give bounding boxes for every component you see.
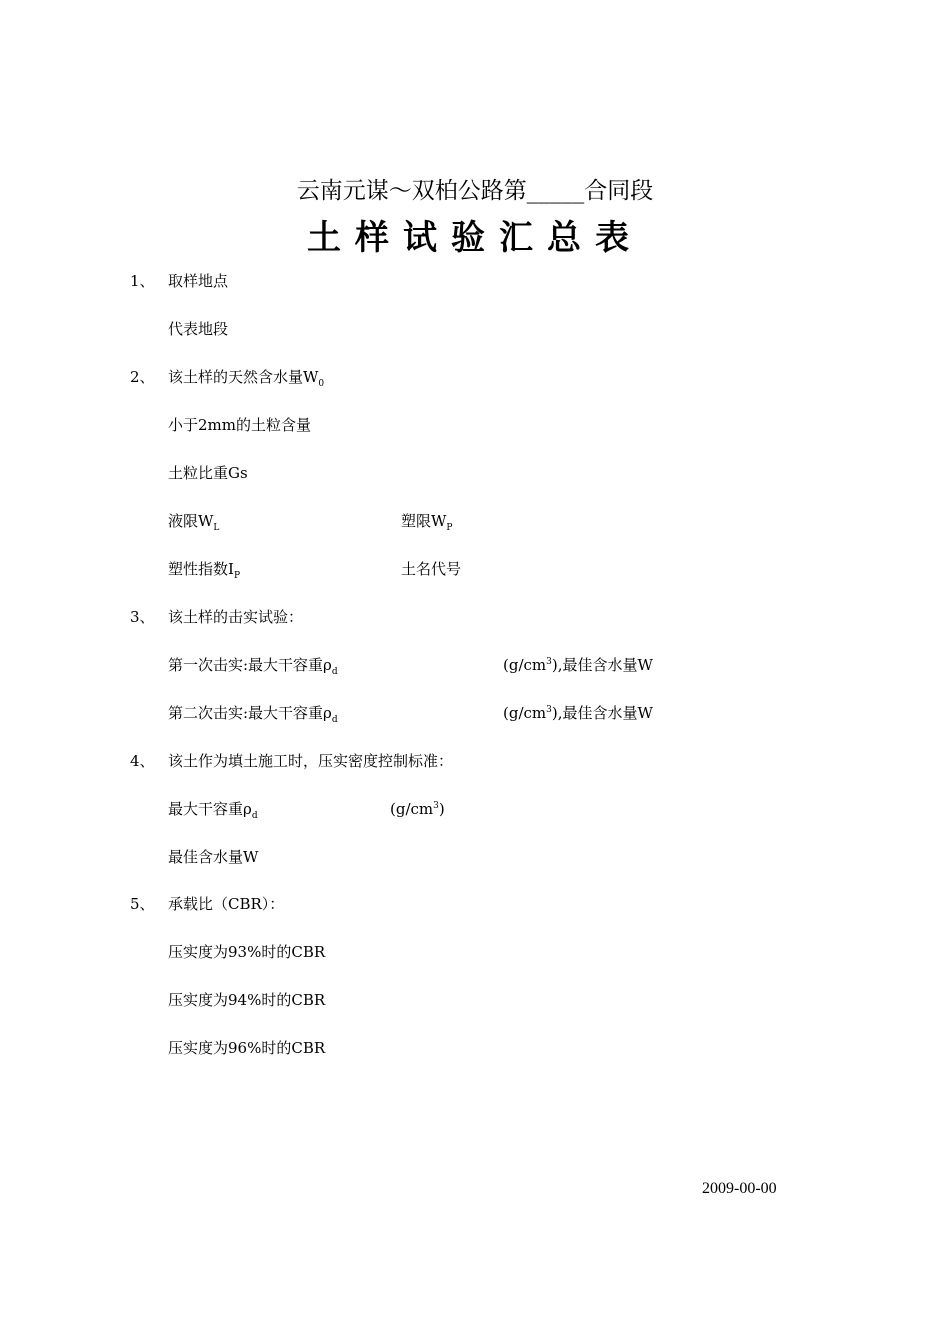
max-dry-unit-pre: (g/cm [390, 800, 434, 818]
represent-section-label: 代表地段 [168, 320, 229, 338]
specific-gravity-label: 土粒比重Gs [168, 464, 248, 482]
section-2-number: 2、 [130, 368, 155, 386]
liquid-limit-sub: L [213, 523, 220, 533]
soil-code-label: 土名代号 [401, 560, 462, 578]
plastic-limit-sub: P [446, 523, 453, 533]
cbr-96-label: 压实度为96%时的CBR [168, 1039, 326, 1057]
max-dry-unit-sup: 3 [433, 801, 439, 811]
first-compaction-sub: d [331, 667, 338, 677]
second-unit-sup: 3 [546, 705, 552, 715]
max-dry-density-unit [390, 799, 445, 819]
document-date: 2009-00-00 [702, 1180, 777, 1197]
natural-water-content-label [168, 367, 324, 387]
second-compaction-unit [503, 703, 653, 723]
first-compaction-label [168, 655, 338, 675]
cbr-93-label: 压实度为93%时的CBR [168, 943, 326, 961]
second-compaction-sub: d [331, 715, 338, 725]
fine-particle-content-label: 小于2mm的土粒含量 [168, 416, 311, 434]
second-unit-pre: (g/cm [503, 704, 547, 722]
first-compaction-unit [503, 655, 653, 675]
first-unit-post: ),最佳含水量W [551, 656, 653, 674]
plastic-limit-label [401, 511, 452, 531]
page-title: 土样试验汇总表 [307, 218, 643, 258]
max-dry-density-text: 最大干容重ρ [168, 800, 252, 818]
max-dry-density-label [168, 799, 258, 819]
section-5-label: 承载比（CBR）： [168, 895, 285, 913]
natural-water-content-text: 该土样的天然含水量W [168, 368, 319, 386]
max-dry-unit-post: ) [438, 800, 445, 818]
natural-water-content-sub: 0 [318, 379, 325, 389]
cbr-94-label: 压实度为94%时的CBR [168, 991, 326, 1009]
second-compaction-label [168, 703, 338, 723]
section-3-label: 该土样的击实试验： [168, 608, 304, 626]
section-1-label: 取样地点 [168, 272, 229, 290]
plasticity-index-sub: P [233, 571, 240, 581]
optimum-water-content-label: 最佳含水量W [168, 848, 259, 866]
second-compaction-text: 第二次击实:最大干容重ρ [168, 704, 332, 722]
section-4-label: 该土作为填土施工时，压实密度控制标准： [168, 752, 454, 770]
plasticity-index-text: 塑性指数I [168, 560, 234, 578]
section-5-number: 5、 [130, 895, 155, 913]
liquid-limit-text: 液限W [168, 512, 214, 530]
first-compaction-text: 第一次击实:最大干容重ρ [168, 656, 332, 674]
section-3-number: 3、 [130, 608, 155, 626]
first-unit-pre: (g/cm [503, 656, 547, 674]
plasticity-index-label [168, 559, 240, 579]
second-unit-post: ),最佳含水量W [551, 704, 653, 722]
section-4-number: 4、 [130, 752, 155, 770]
section-1-number: 1、 [130, 272, 155, 290]
first-unit-sup: 3 [546, 657, 552, 667]
max-dry-density-sub: d [251, 811, 258, 821]
project-subtitle: 云南元谋～双柏公路第_____合同段 [296, 178, 654, 204]
liquid-limit-label [168, 511, 219, 531]
plastic-limit-text: 塑限W [401, 512, 447, 530]
